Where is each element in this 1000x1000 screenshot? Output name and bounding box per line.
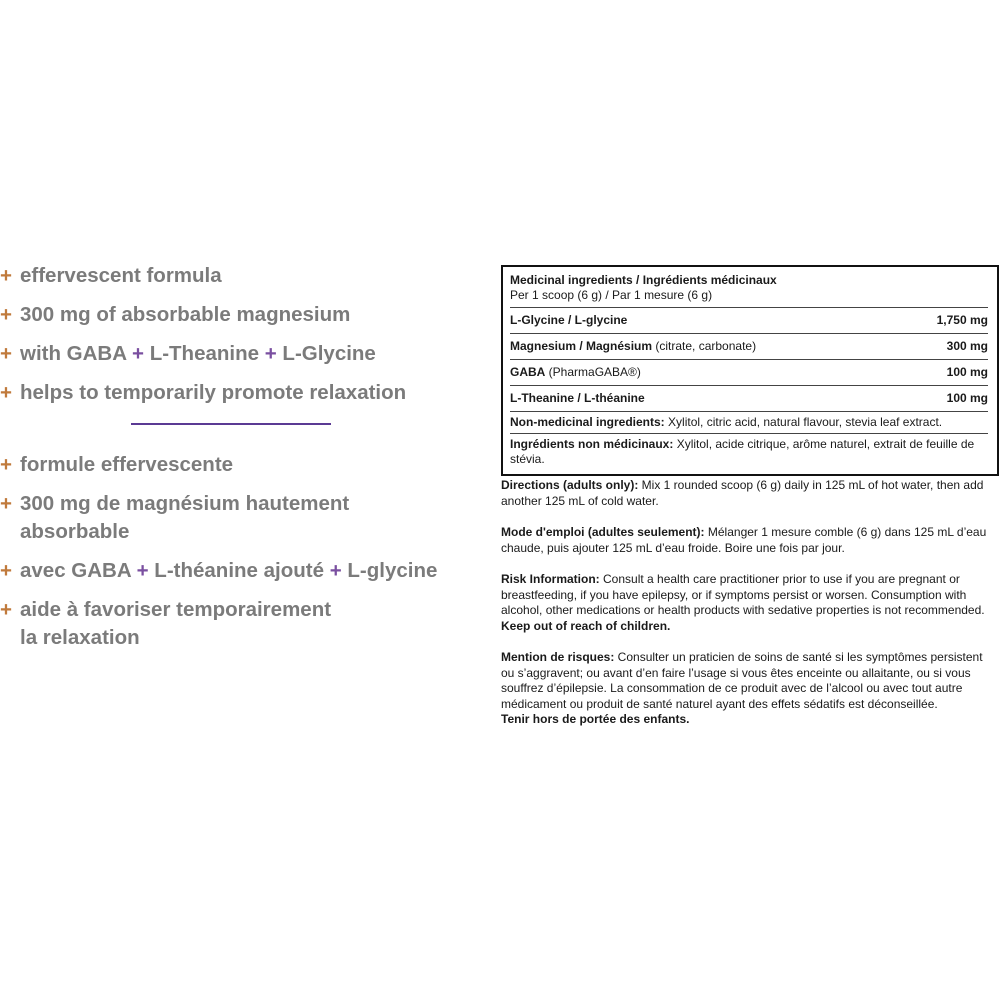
ingredients-box xyxy=(501,265,999,476)
risk-warning: Tenir hors de portée des enfants. xyxy=(501,712,690,726)
benefit-text: L-Theanine xyxy=(149,342,260,365)
plus-icon: + xyxy=(0,559,12,582)
benefit-text: L-théanine ajouté xyxy=(154,559,325,582)
benefit-text: absorbable xyxy=(20,520,130,543)
benefit-text: avec GABA xyxy=(20,559,131,582)
plus-icon: + xyxy=(329,559,342,582)
ingredient-amount: 300 mg xyxy=(946,339,988,353)
risk-text: Consulter un praticien de soins de santé si les symptômes persistent ou s’aggravent; ou avant d’en faire l’usage si vous êtes enceinte ou allaitante, ou si vous souffrez d’épilepsie. La consommation de ce produit avec de l’alcool ou avec tout autre médicament ou produit de santé naturel ayant des effets sédatifs est déconseillée. xyxy=(501,650,983,711)
ingredient-row xyxy=(510,359,988,385)
plus-icon: + xyxy=(0,342,12,365)
benefit-text: with GABA xyxy=(20,342,127,365)
directions-label: Directions (adults only): xyxy=(501,478,639,492)
benefit-text: helps to temporarily promote relaxation xyxy=(20,381,407,404)
risk-warning: Keep out of reach of children. xyxy=(501,618,671,633)
benefits-french xyxy=(0,451,480,652)
benefit-item xyxy=(0,262,480,290)
benefits-english xyxy=(0,262,480,407)
directions-english xyxy=(501,478,999,509)
benefit-item xyxy=(0,379,480,407)
ingredient-name: GABA xyxy=(510,365,546,379)
plus-icon: + xyxy=(0,598,12,621)
risk-label: Risk Information: xyxy=(501,572,600,586)
note-label: Ingrédients non médicinaux: xyxy=(510,437,674,451)
risk-text: Consult a health care practitioner prior to use if you are pregnant or breastfeeding, if you have epilepsy, or if symptoms persist or worsen. Consumption with alcohol, other medications or health products with sedative properties is not recommended. xyxy=(501,572,985,617)
directions-label: Mode d'emploi (adultes seulement): xyxy=(501,525,705,539)
ingredient-detail: (citrate, carbonate) xyxy=(652,339,757,353)
ingredients-title: Medicinal ingredients / Ingrédients médicinaux xyxy=(510,273,777,287)
benefit-text: L-Glycine xyxy=(282,342,376,365)
plus-icon: + xyxy=(0,492,12,515)
risk-label: Mention de risques: xyxy=(501,650,615,664)
ingredient-amount: 100 mg xyxy=(946,365,988,379)
risk-english xyxy=(501,572,999,634)
plus-icon: + xyxy=(0,264,12,287)
ingredient-row xyxy=(510,385,988,411)
benefit-text: L-glycine xyxy=(347,559,438,582)
note-text: Xylitol, citric acid, natural flavour, stevia leaf extract. xyxy=(664,415,943,429)
ingredients-header xyxy=(510,273,988,303)
benefit-item xyxy=(0,340,480,368)
benefit-text: formule effervescente xyxy=(20,453,234,476)
benefit-text: 300 mg of absorbable magnesium xyxy=(20,303,351,326)
benefit-text: la relaxation xyxy=(20,626,140,649)
benefit-item xyxy=(0,596,480,652)
plus-icon: + xyxy=(264,342,277,365)
benefits-column xyxy=(0,262,480,663)
ingredient-amount: 100 mg xyxy=(946,391,988,405)
label-panel xyxy=(501,265,999,728)
ingredient-amount: 1,750 mg xyxy=(936,313,988,327)
risk-french xyxy=(501,650,999,728)
directions-french xyxy=(501,525,999,556)
note-label: Non-medicinal ingredients: xyxy=(510,415,665,429)
directions-text: Mélanger 1 mesure comble (6 g) dans 125 mL d’eau chaude, puis ajouter 125 mL d’eau froide. Boire une fois par jour. xyxy=(501,525,987,555)
benefit-item xyxy=(0,557,480,585)
benefit-text: aide à favoriser temporairement xyxy=(20,598,332,621)
plus-icon: + xyxy=(0,381,12,404)
benefit-item xyxy=(0,490,480,546)
ingredient-name: Magnesium / Magnésium xyxy=(510,339,653,353)
non-medicinal-french xyxy=(510,433,988,470)
benefit-text: 300 mg de magnésium hautement xyxy=(20,492,350,515)
benefit-item xyxy=(0,301,480,329)
note-text: Xylitol, acide citrique, arôme naturel, extrait de feuille de stévia. xyxy=(510,437,975,466)
plus-icon: + xyxy=(132,342,144,365)
benefit-text: effervescent formula xyxy=(20,264,222,287)
benefit-item xyxy=(0,451,480,479)
ingredient-name: L-Theanine / L-théanine xyxy=(510,391,645,405)
ingredient-name: L-Glycine / L-glycine xyxy=(510,313,628,327)
plus-icon: + xyxy=(0,453,12,476)
plus-icon: + xyxy=(0,303,12,326)
plus-icon: + xyxy=(136,559,149,582)
divider-line xyxy=(131,423,331,425)
ingredient-row xyxy=(510,333,988,359)
non-medicinal-english xyxy=(510,411,988,433)
directions-text: Mix 1 rounded scoop (6 g) daily in 125 mL of hot water, then add another 125 mL of cold water. xyxy=(501,478,984,508)
ingredient-detail: (PharmaGABA®) xyxy=(545,365,641,379)
serving-size: Per 1 scoop (6 g) / Par 1 mesure (6 g) xyxy=(510,288,713,302)
ingredient-row xyxy=(510,307,988,333)
